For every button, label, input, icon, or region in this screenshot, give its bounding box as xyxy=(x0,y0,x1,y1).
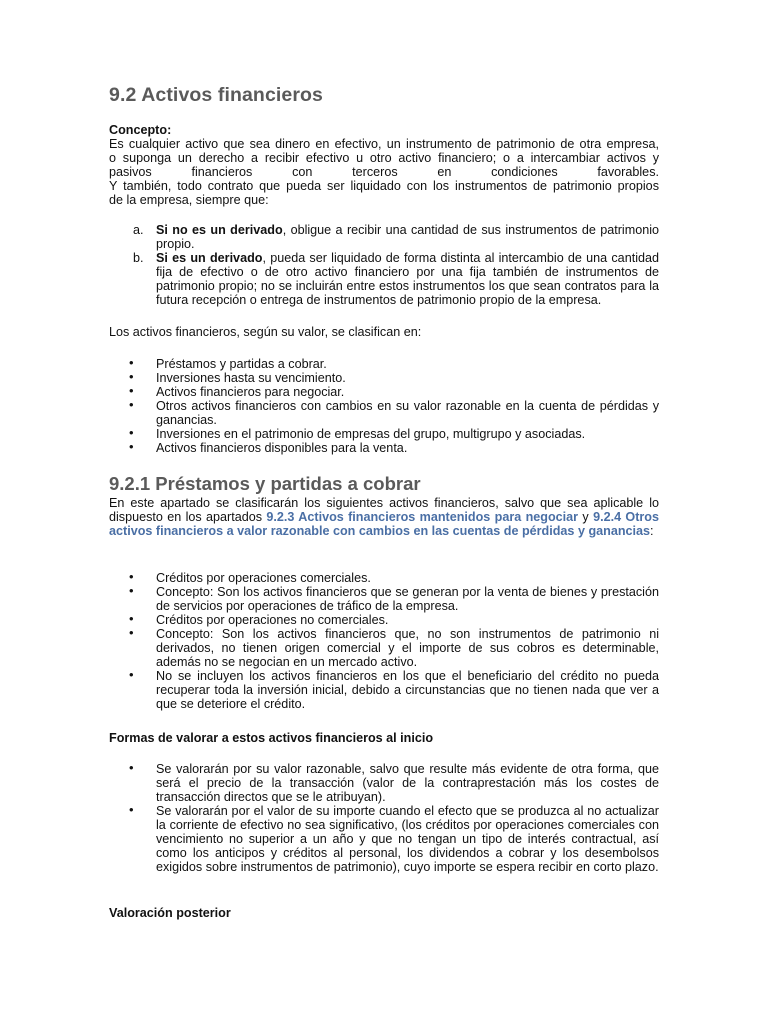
list-item-text: Créditos por operaciones comerciales. xyxy=(156,571,371,585)
list-item-text: Otros activos financieros con cambios en su valor razonable en la cuenta de pérdidas y ganancias. xyxy=(156,399,659,427)
apartado-text-1: En este apartado se clasificarán los siguientes activos financieros, salvo que sea aplicable lo dispuesto en los apartados xyxy=(109,496,659,524)
concepto-heading: Concepto: xyxy=(109,123,172,137)
bullet-icon: • xyxy=(129,355,134,370)
list-item-text: Concepto: Son los activos financieros que se generan por la venta de bienes y prestación de servicios por operaciones de tráfico de la empresa. xyxy=(156,585,659,613)
link-9-2-3[interactable]: 9.2.3 Activos financieros mantenidos para negociar xyxy=(266,510,579,524)
section-title: 9.2 Activos financieros xyxy=(109,84,323,106)
conditions-list xyxy=(109,223,659,307)
bullet-icon: • xyxy=(129,802,134,817)
condition-bold: Si es un derivado xyxy=(156,251,263,265)
list-item xyxy=(109,399,659,427)
list-item xyxy=(109,627,659,669)
list-item-text: No se incluyen los activos financieros en los que el beneficiario del crédito no pueda recuperar toda la inversión inicial, debido a circunstancias que no tienen nada que ver a que se deteriore el crédito. xyxy=(156,669,659,711)
creditos-list xyxy=(109,571,659,711)
condition-marker: a. xyxy=(133,223,144,237)
apartado-paragraph xyxy=(109,496,659,538)
link-9-2-4[interactable]: 9.2.4 Otros activos financieros a valor razonable con cambios en las cuentas de pérdidas y ganancias xyxy=(109,510,659,538)
bullet-icon: • xyxy=(129,569,134,584)
formas-heading: Formas de valorar a estos activos financieros al inicio xyxy=(109,731,434,745)
condition-marker: b. xyxy=(133,251,144,265)
concepto-block xyxy=(109,123,659,207)
condition-text: , obligue a recibir una cantidad de sus instrumentos de patrimonio propio. xyxy=(156,223,660,251)
list-item-text: Inversiones hasta su vencimiento. xyxy=(156,371,346,385)
bullet-icon: • xyxy=(129,667,134,682)
list-item-text: Inversiones en el patrimonio de empresas del grupo, multigrupo y asociadas. xyxy=(156,427,586,441)
list-item xyxy=(109,804,659,874)
bullet-icon: • xyxy=(129,583,134,598)
formas-list xyxy=(109,762,659,874)
list-item-text: Concepto: Son los activos financieros que, no son instrumentos de patrimonio ni derivados, no tienen origen comercial y el importe de sus cobros es determinable, además no se negocian en un mercado activo. xyxy=(156,627,659,669)
bullet-icon: • xyxy=(129,760,134,775)
condition-bold: Si no es un derivado xyxy=(156,223,283,237)
bullet-icon: • xyxy=(129,625,134,640)
list-item xyxy=(109,613,659,627)
list-item-text: Activos financieros para negociar. xyxy=(156,385,345,399)
list-item-text: Créditos por operaciones no comerciales. xyxy=(156,613,389,627)
list-item-text: Activos financieros disponibles para la venta. xyxy=(156,441,408,455)
bullet-icon: • xyxy=(129,383,134,398)
valoracion-heading: Valoración posterior xyxy=(109,906,231,920)
concepto-line-3: pasivos financieros con terceros en condiciones favorables. xyxy=(109,165,659,179)
concepto-line-2: o suponga un derecho a recibir efectivo u otro activo financiero; o a intercambiar activos y xyxy=(109,151,659,165)
list-item-text: Préstamos y partidas a cobrar. xyxy=(156,357,327,371)
list-item-text: Se valorarán por el valor de su importe cuando el efecto que se produzca al no actualizar la corriente de efectivo no sea significativo, (los créditos por operaciones comerciales con vencimiento no superior a un año y que no tengan un tipo de interés contractual, así como los anticipos y créditos al personal, los dividendos a cobrar y los desembolsos exigidos sobre instrumentos de patrimonio), cuyo importe se espera recibir en corto plazo. xyxy=(156,804,659,874)
list-item xyxy=(109,371,659,385)
list-item-text: Se valorarán por su valor razonable, salvo que resulte más evidente de otra forma, que será el precio de la transacción (valor de la contraprestación más los costes de transacción directos que se le atribuyan). xyxy=(156,762,659,804)
clasificacion-intro: Los activos financieros, según su valor, se clasifican en: xyxy=(109,325,422,339)
apartado-text-2: y xyxy=(578,510,594,524)
apartado-text-3: : xyxy=(650,524,654,538)
concepto-line-1: Es cualquier activo que sea dinero en efectivo, un instrumento de patrimonio de otra empresa, xyxy=(109,137,659,151)
list-item xyxy=(109,571,659,585)
list-item xyxy=(109,669,659,711)
subsection-title: 9.2.1 Préstamos y partidas a cobrar xyxy=(109,473,421,494)
concepto-line-4: Y también, todo contrato que pueda ser liquidado con los instrumentos de patrimonio propios xyxy=(109,179,659,193)
list-item xyxy=(109,441,659,455)
list-item xyxy=(109,385,659,399)
list-item xyxy=(109,427,659,441)
bullet-icon: • xyxy=(129,439,134,454)
bullet-icon: • xyxy=(129,425,134,440)
condition-item xyxy=(109,251,659,307)
list-item xyxy=(109,762,659,804)
condition-text: , pueda ser liquidado de forma distinta al intercambio de una cantidad fija de efectivo o de otro activo financiero por una fija también de instrumentos de patrimonio propio; no se incluirán entre estos instrumentos los que sean contratos para la futura recepción o entrega de instrumentos de patrimonio propio de la empresa. xyxy=(156,251,660,307)
clasificacion-list xyxy=(109,357,659,455)
condition-item xyxy=(109,223,659,251)
concepto-line-5: de la empresa, siempre que: xyxy=(109,193,269,207)
list-item xyxy=(109,357,659,371)
bullet-icon: • xyxy=(129,369,134,384)
bullet-icon: • xyxy=(129,611,134,626)
bullet-icon: • xyxy=(129,397,134,412)
list-item xyxy=(109,585,659,613)
